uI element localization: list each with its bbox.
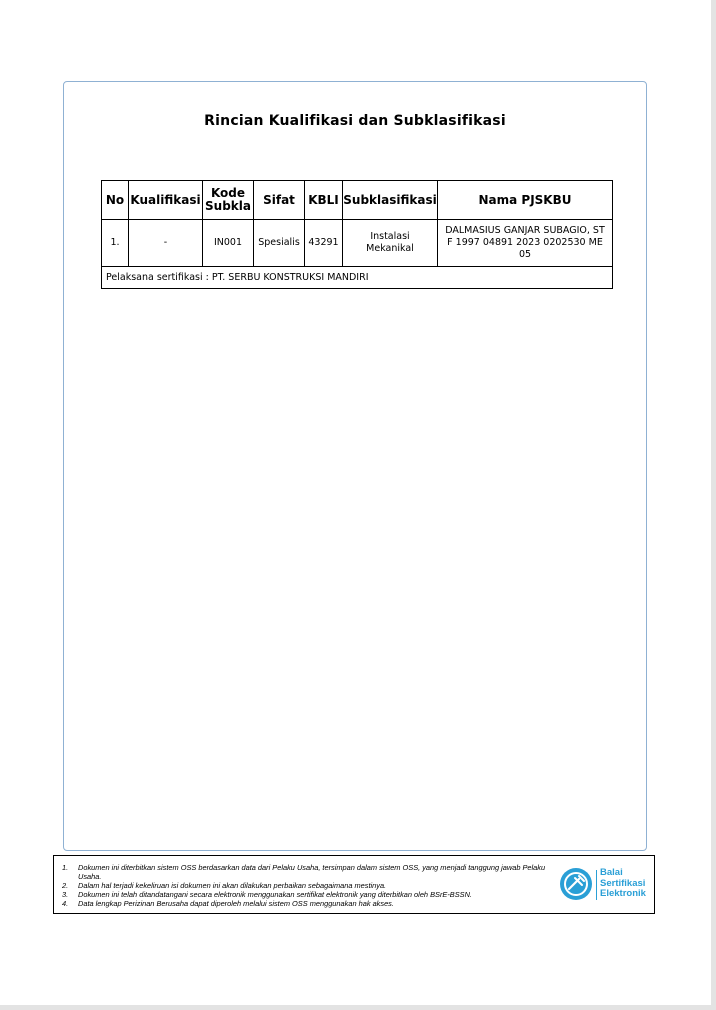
page-edge-right (711, 0, 716, 1010)
notes-list (62, 863, 557, 908)
table-header-row (102, 181, 613, 220)
note-number: 3. (62, 890, 69, 899)
note-text: Dalam hal terjadi kekeliruan isi dokumen ini akan dilakukan perbaikan sebagaimana mestinya. (78, 881, 387, 890)
header-nama-pjskbu: Nama PJSKBU (438, 181, 613, 220)
note-item (62, 881, 557, 890)
footer-notes (53, 855, 655, 914)
header-no: No (102, 181, 129, 220)
cell-kbli: 43291 (305, 220, 343, 267)
cell-no: 1. (102, 220, 129, 267)
table-row (102, 220, 613, 267)
header-kode-subkla: Kode Subkla (203, 181, 254, 220)
page-edge-bottom (0, 1005, 716, 1010)
pelaksana-sertifikasi: Pelaksana sertifikasi : PT. SERBU KONSTRUKSI MANDIRI (102, 267, 613, 289)
cell-kualifikasi: - (129, 220, 203, 267)
note-item (62, 890, 557, 899)
cell-subklasifikasi: Instalasi Mekanikal (343, 220, 438, 267)
note-number: 4. (62, 899, 69, 908)
note-item (62, 863, 557, 881)
note-text: Data lengkap Perizinan Berusaha dapat diperoleh melalui sistem OSS menggunakan hak akses. (78, 899, 394, 908)
bsre-divider (596, 870, 597, 900)
pelaksana-row (102, 267, 613, 289)
document-frame (63, 81, 647, 851)
bsre-line-1: Balai (600, 867, 623, 878)
cell-kode-subkla: IN001 (203, 220, 254, 267)
document-title: Rincian Kualifikasi dan Subklasifikasi (204, 113, 506, 129)
bsre-line-3: Elektronik (600, 888, 646, 899)
header-subklasifikasi: Subklasifikasi (343, 181, 438, 220)
header-kualifikasi: Kualifikasi (129, 181, 203, 220)
cell-nama-pjskbu: DALMASIUS GANJAR SUBAGIO, ST F 1997 04891 2023 0202530 ME 05 (438, 220, 613, 267)
header-sifat: Sifat (254, 181, 305, 220)
note-text: Dokumen ini telah ditandatangani secara elektronik menggunakan sertifikat elektronik yang diterbitkan oleh BSrE-BSSN. (78, 890, 472, 899)
qualification-table (101, 180, 613, 289)
cell-sifat: Spesialis (254, 220, 305, 267)
bsre-line-2: Sertifikasi (600, 877, 646, 889)
note-text: Dokumen ini diterbitkan sistem OSS berdasarkan data dari Pelaku Usaha, tersimpan dalam sistem OSS, yang menjadi tanggung jawab Pelaku Usaha. (78, 863, 546, 881)
note-number: 2. (62, 881, 69, 890)
note-item (62, 899, 557, 908)
header-kbli: KBLI (305, 181, 343, 220)
note-number: 1. (62, 863, 69, 872)
bsre-logo (558, 865, 654, 905)
bsre-wordmark (600, 868, 656, 900)
bsre-emblem-icon (560, 868, 592, 900)
